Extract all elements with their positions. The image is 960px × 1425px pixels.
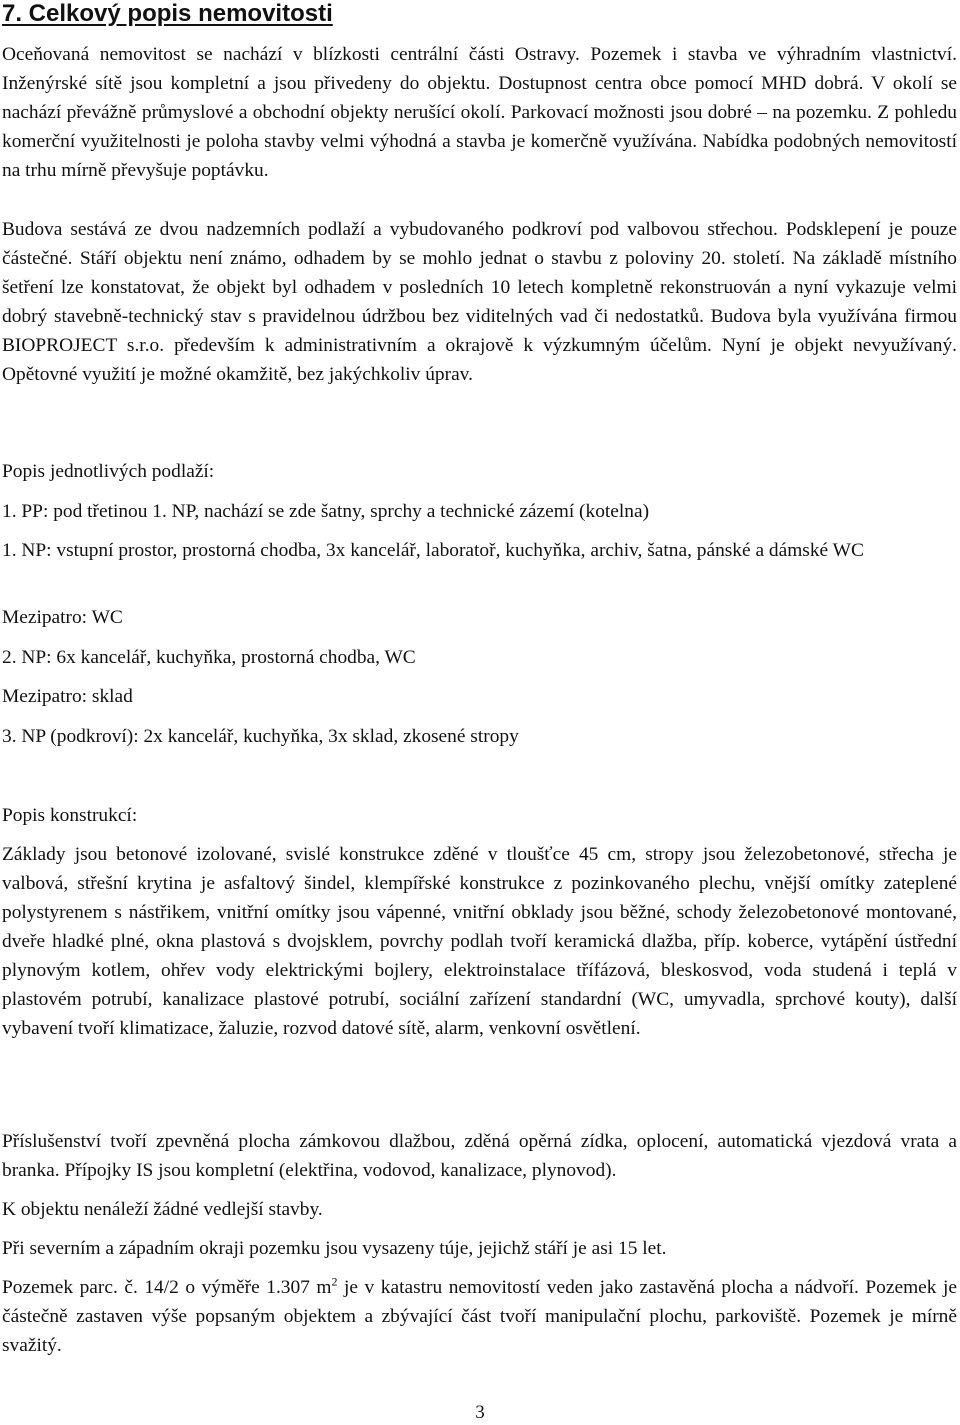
construction-paragraph-accessories: Příslušenství tvoří zpevněná plocha zámkovou dlažbou, zděná opěrná zídka, oplocení, automatická vjezdová vrata a branka. Přípojky IS jsou kompletní (elektřina, vodovod, kanalizace, plynovod).	[2, 1131, 957, 1181]
construction-paragraph-materials: Základy jsou betonové izolované, svislé konstrukce zděné v tloušťce 45 cm, stropy jsou železobetonové, střecha je valbová, střešní krytina je asfaltový šindel, klempířské konstrukce z pozinkovaného plechu, vnější omítky zateplené polystyrenem s nástřikem, vnitřní omítky jsou vápenné, vnitřní obklady jsou běžné, schody železobetonové montované, dveře hladké plné, okna plastová s dvojsklem, povrchy podlah tvoří keramická dlažba, příp. koberce, vytápění ústřední plynovým kotlem, ohřev vody elektrickými bojlery, elektroinstalace třífázová, bleskosvod, voda studená i teplá v plastovém potrubí, kanalizace plastové potrubí, sociální zařízení standardní (WC, umyvadla, sprchové kouty), další vybavení tvoří klimatizace, žaluzie, rozvod datové sítě, alarm, venkovní osvětlení.	[2, 844, 957, 1039]
floor-item-attic: 3. NP (podkroví): 2x kancelář, kuchyňka, 3x sklad, zkosené stropy	[2, 726, 519, 747]
floor-item-mezzanine-2: Mezipatro: sklad	[2, 686, 133, 707]
floors-heading: Popis jednotlivých podlaží:	[2, 461, 215, 482]
construction-paragraph-trees: Při severním a západním okraji pozemku jsou vysazeny túje, jejichž stáří je asi 15 let.	[2, 1238, 667, 1259]
plot-text-start: Pozemek parc. č. 14/2 o výměře 1.307 m	[2, 1277, 332, 1298]
plot-text-end: je v katastru nemovitostí veden jako zastavěná plocha a nádvoří. Pozemek je částečně zastaven výše popsaným objektem a zbývající část tvoří manipulační plochu, parkoviště. Pozemek je mírně svažitý.	[2, 1277, 958, 1356]
page-number: 3	[475, 1402, 485, 1423]
floor-item-second: 2. NP: 6x kancelář, kuchyňka, prostorná chodba, WC	[2, 647, 416, 668]
construction-paragraph-plot	[2, 1273, 957, 1360]
intro-paragraph-location: Oceňovaná nemovitost se nachází v blízkosti centrální části Ostravy. Pozemek i stavba ve výhradním vlastnictví. Inženýrské sítě jsou kompletní a jsou přivedeny do objektu. Dostupnost centra obce pomocí MHD dobrá. V okolí se nachází převážně průmyslové a obchodní objekty nerušící okolí. Parkovací možnosti jsou dobré – na pozemku. Z pohledu komerční využitelnosti je poloha stavby velmi výhodná a stavba je komerčně využívána. Nabídka podobných nemovitostí na trhu mírně převyšuje poptávku.	[2, 44, 957, 181]
floor-item-mezzanine-1: Mezipatro: WC	[2, 607, 123, 628]
floor-item-basement: 1. PP: pod třetinou 1. NP, nachází se zde šatny, sprchy a technické zázemí (kotelna)	[2, 501, 650, 522]
plot-area-unit-superscript: 2	[331, 1274, 338, 1289]
construction-paragraph-no-outbuildings: K objektu nenáleží žádné vedlejší stavby.	[2, 1199, 323, 1220]
section-title: 7. Celkový popis nemovitosti	[2, 0, 333, 27]
intro-paragraph-building: Budova sestává ze dvou nadzemních podlaží a vybudovaného podkroví pod valbovou střechou. Podsklepení je pouze částečné. Stáří objektu není známo, odhadem by se mohlo jednat o stavbu z poloviny 20. století. Na základě místního šetření lze konstatovat, že objekt byl odhadem v posledních 10 letech kompletně rekonstruován a nyní vykazuje velmi dobrý stavebně-technický stav s pravidelnou údržbou bez viditelných vad či nedostatků. Budova byla využívána firmou BIOPROJECT s.r.o. především k administrativním a okrajově k výzkumným účelům. Nyní je objekt nevyužívaný. Opětovné využití je možné okamžitě, bez jakýchkoliv úprav.	[2, 219, 957, 385]
floor-item-first: 1. NP: vstupní prostor, prostorná chodba, 3x kancelář, laboratoř, kuchyňka, archiv, šatna, pánské a dámské WC	[2, 540, 864, 561]
construction-heading: Popis konstrukcí:	[2, 805, 138, 826]
